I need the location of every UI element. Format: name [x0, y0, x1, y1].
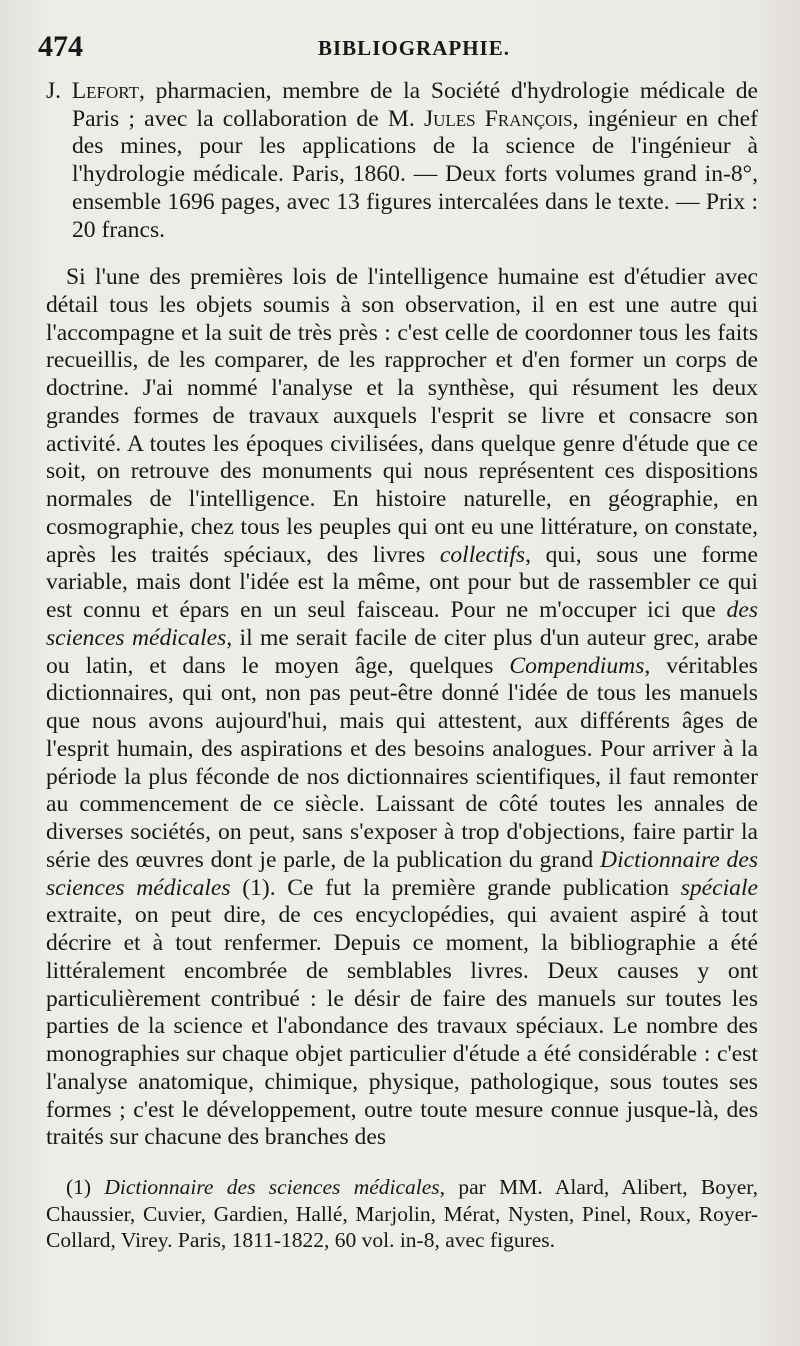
page-header [38, 30, 760, 66]
body-text-6: extraite, on peut dire, de ces encyclopédies, qui avaient aspiré à tout décrire et à tout renfermer. Depuis ce moment, la bibliographie a été littéralement encombrée de semblables livres. Deux causes y ont particulièrement contribué : le désir de faire des manuels sur toutes les parties de la science et l'abondance des travaux spéciaux. Le nombre des monographies sur chaque objet particulier d'étude a été considérable : c'est l'analyse anatomique, chimique, physique, pathologique, sous toutes ses formes ; c'est le développement, outre toute mesure connue jusque-là, des traités sur chacune des branches des [46, 902, 758, 1151]
italic-sciences-medicales: des sciences médicales [46, 597, 758, 651]
italic-dictionnaire-title: Dictionnaire des sciences médicales [46, 846, 759, 901]
italic-compendiums: Compendiums [509, 652, 645, 679]
entry-author: Lefort [71, 78, 139, 104]
body-text-5: (1). Ce fut la première grande publication [230, 874, 681, 901]
body-text-2: , qui, sous une forme variable, mais dont l'idée est la même, ont pour but de rassembler ce qui est connu et épars en un seul faisceau. Pour ne m'occuper ici que [46, 541, 758, 624]
page-number: 474 [38, 30, 83, 63]
body-text-3: , il me serait facile de citer plus d'un auteur grec, arabe ou latin, et dans le moyen âge, quelques [46, 624, 758, 679]
body-paragraph [46, 264, 758, 1152]
italic-speciale: spéciale [680, 874, 759, 901]
bibliography-entry [46, 78, 758, 244]
body-text-4: , véritables dictionnaires, qui ont, non pas peut-être donné l'idée de tous les manuels que nous avons aujourd'hui, mais qui attestent, aux différents âges de l'esprit humain, des aspirations et des besoins analogues. Pour arriver à la période la plus féconde de nos dictionnaires scientifiques, il faut remonter au commencement de ce siècle. Laissant de côté toutes les annales de diverses sociétés, on peut, sans s'exposer à trop d'objections, faire partir la série des œuvres dont je parle, de la publication du grand [46, 652, 758, 873]
running-title: BIBLIOGRAPHIE. [318, 36, 510, 60]
entry-collaborator: Jules François [423, 105, 573, 132]
body-text-1: Si l'une des premières lois de l'intelligence humaine est d'étudier avec détail tous les objets soumis à son observation, il en est une autre qui l'accompagne et la suit de très près : c'est celle de coordonner tous les faits recueillis, de les comparer, de les rapprocher et d'en former un corps de doctrine. J'ai nommé l'analyse et la synthèse, qui résument les deux grandes formes de travaux auxquels l'esprit se livre et consacre son activité. A toutes les époques civilisées, dans quelque genre d'étude que ce soit, on retrouve des monuments qui nous représentent ces dispositions normales de l'intelligence. En histoire naturelle, en géographie, en cosmographie, chez tous les peuples qui ont eu une littérature, on constate, après les traités spéciaux, des livres [46, 264, 758, 568]
entry-text-1: , pharmacien, membre de la Société d'hydrologie médicale de Paris ; avec la collaboration de M. [72, 78, 758, 132]
italic-collectifs: collectifs [439, 541, 526, 568]
footnote [46, 1174, 758, 1254]
entry-text-2: , ingénieur en chef des mines, pour les applications de la science de l'ingénieur à l'hydrologie médicale. Paris, 1860. — Deux forts volumes grand in-8°, ensemble 1696 pages, avec 13 figures intercalées dans le texte. — Prix : 20 francs. [72, 105, 758, 243]
footnote-marker: (1) [66, 1175, 105, 1200]
footnote-text: , par MM. Alard, Alibert, Boyer, Chaussier, Cuvier, Gardien, Hallé, Marjolin, Mérat, Nysten, Pinel, Roux, Royer-Collard, Virey. Paris, 1811-1822, 60 vol. in-8, avec figures. [46, 1175, 758, 1253]
footnote-title: Dictionnaire des sciences médicales [104, 1175, 440, 1200]
page-body [46, 78, 758, 1275]
entry-initial: J. [46, 78, 72, 104]
